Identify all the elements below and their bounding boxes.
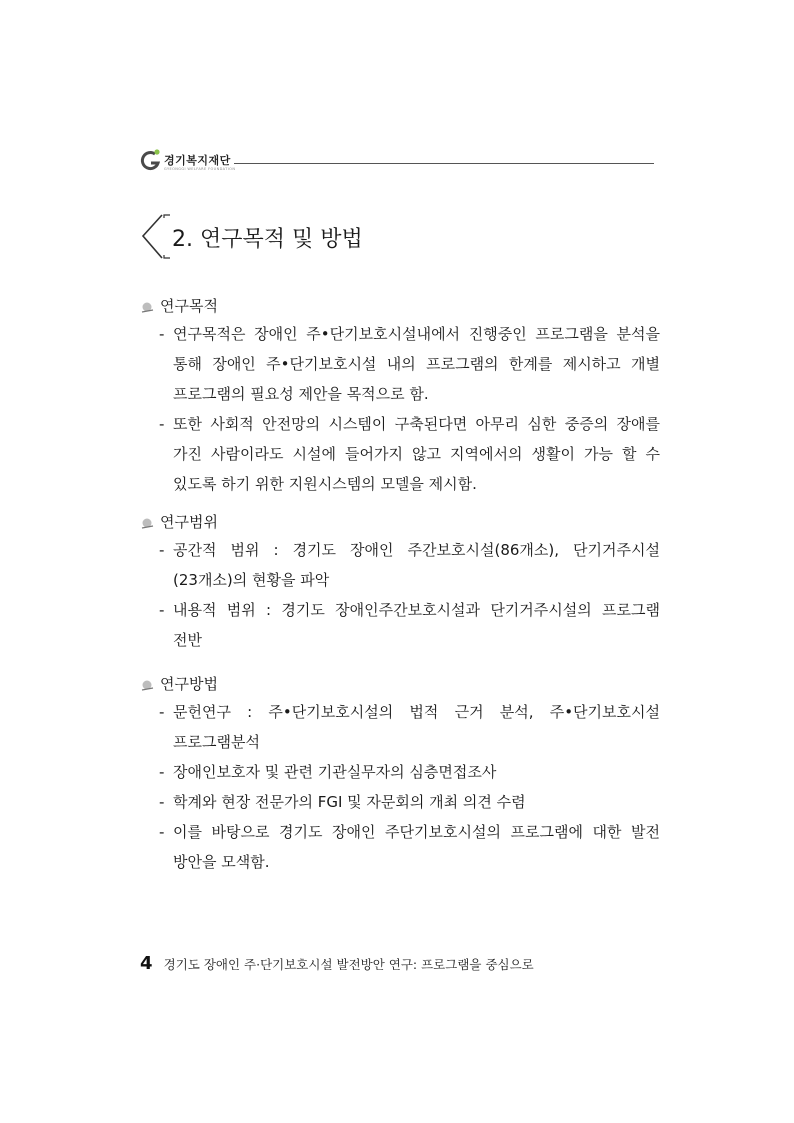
purpose-heading xyxy=(140,293,660,319)
list-item-text: 연구목적은 장애인 주•단기보호시설내에서 진행중인 프로그램을 분석을 통해 장애인 주•단기보호시설 내의 프로그램의 한계를 제시하고 개별 프로그램의 필요성 제안을 목적으로 함. xyxy=(173,325,660,403)
page-footer xyxy=(140,953,534,977)
page-header xyxy=(140,148,656,178)
bullet-icon xyxy=(141,301,154,313)
scope-section xyxy=(140,509,660,655)
list-item-text: 장애인보호자 및 관련 기관실무자의 심층면접조사 xyxy=(173,763,497,781)
org-subtitle: GYEONGGI WELFARE FOUNDATION xyxy=(164,167,236,171)
list-item: - 내용적 범위 : 경기도 장애인주간보호시설과 단기거주시설의 프로그램 전반 xyxy=(159,601,660,649)
section-title: 2. 연구목적 및 방법 xyxy=(172,227,363,252)
bullet-icon xyxy=(141,517,154,529)
list-item-text: 공간적 범위 : 경기도 장애인 주간보호시설(86개소), 단기거주시설(23개소)의 현황을 파악 xyxy=(173,541,660,589)
list-item: - 또한 사회적 안전망의 시스템이 구축된다면 아무리 심한 중증의 장애를 가진 사람이라도 시설에 들어가지 않고 지역에서의 생활이 가능 할 수 있도록 하기 위한 지원시스템의 모델을 제시함. xyxy=(159,415,660,493)
foundation-logo-icon xyxy=(140,148,162,172)
scope-heading-text: 연구범위 xyxy=(160,513,218,531)
page-number: 4 xyxy=(140,953,153,974)
bullet-icon xyxy=(141,679,154,691)
header-divider xyxy=(234,163,654,164)
purpose-section xyxy=(140,293,660,499)
list-item: - 장애인보호자 및 관련 기관실무자의 심층면접조사 xyxy=(159,763,497,781)
list-item: - 연구목적은 장애인 주•단기보호시설내에서 진행중인 프로그램을 분석을 통해 장애인 주•단기보호시설 내의 프로그램의 한계를 제시하고 개별 프로그램의 필요성 제안을 목적으로 함. xyxy=(159,325,660,403)
list-item-text: 또한 사회적 안전망의 시스템이 구축된다면 아무리 심한 중증의 장애를 가진 사람이라도 시설에 들어가지 않고 지역에서의 생활이 가능 할 수 있도록 하기 위한 지원시스템의 모델을 제시함. xyxy=(173,415,660,493)
method-heading xyxy=(140,671,660,697)
list-item: - 이를 바탕으로 경기도 장애인 주단기보호시설의 프로그램에 대한 발전 방안을 모색함. xyxy=(159,823,660,871)
method-heading-text: 연구방법 xyxy=(160,675,218,693)
purpose-heading-text: 연구목적 xyxy=(160,297,218,315)
list-item-text: 이를 바탕으로 경기도 장애인 주단기보호시설의 프로그램에 대한 발전 방안을 모색함. xyxy=(173,823,660,871)
list-item: - 학계와 현장 전문가의 FGI 및 자문회의 개최 의견 수렴 xyxy=(159,793,526,811)
list-item-text: 문헌연구 : 주•단기보호시설의 법적 근거 분석, 주•단기보호시설 프로그램분석 xyxy=(173,703,660,751)
method-section xyxy=(140,671,660,877)
org-name: 경기복지재단 xyxy=(164,154,231,167)
scope-heading xyxy=(140,509,660,535)
running-title: 경기도 장애인 주·단기보호시설 발전방안 연구: 프로그램을 중심으로 xyxy=(163,956,534,972)
list-item-text: 학계와 현장 전문가의 FGI 및 자문회의 개최 의견 수렴 xyxy=(173,793,526,811)
list-item-text: 내용적 범위 : 경기도 장애인주간보호시설과 단기거주시설의 프로그램 전반 xyxy=(173,601,660,649)
list-item: - 문헌연구 : 주•단기보호시설의 법적 근거 분석, 주•단기보호시설 프로그램분석 xyxy=(159,703,660,751)
list-item: - 공간적 범위 : 경기도 장애인 주간보호시설(86개소), 단기거주시설(23개소)의 현황을 파악 xyxy=(159,541,660,589)
